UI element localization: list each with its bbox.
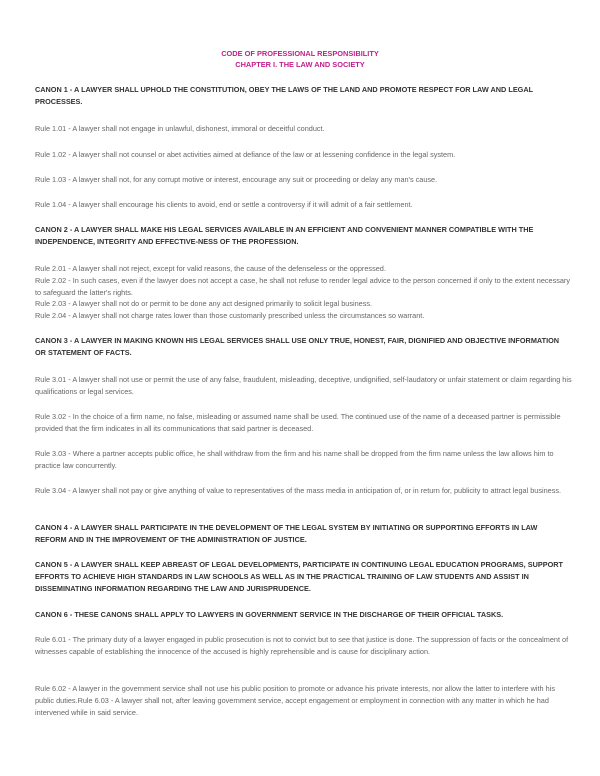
rule-3-04: Rule 3.04 - A lawyer shall not pay or give anything of value to representatives of the mass media in anticipation of, or in return for, publicity to attract legal business.	[35, 486, 562, 495]
rule-1-02: Rule 1.02 - A lawyer shall not counsel or abet activities aimed at defiance of the law or at lessening confidence in the legal system.	[35, 150, 456, 159]
rule-6-02: Rule 6.02 - A lawyer in the government service shall not use his public position to promote or advance his private interests, nor allow the latter to interfere with his public duties.Rule 6.03 - A lawyer shall not, after leaving government service, accept engagement or employment in connection with any matter in which he had intervened while in said service.	[35, 684, 555, 717]
rule-2-04: Rule 2.04 - A lawyer shall not charge rates lower than those customarily prescribed unless the circumstances so warrant.	[35, 311, 425, 320]
rule-1-04: Rule 1.04 - A lawyer shall encourage his clients to avoid, end or settle a controversy if it will admit of a fair settlement.	[35, 200, 413, 209]
rule-2-02: Rule 2.02 - In such cases, even if the lawyer does not accept a case, he shall not refuse to render legal advice to the person concerned if only to the extent necessary to safeguard the latter's rights.	[35, 276, 571, 297]
rule-1-03: Rule 1.03 - A lawyer shall not, for any corrupt motive or interest, encourage any suit or proceeding or delay any man's cause.	[35, 175, 438, 184]
chapter-title: CHAPTER I. THE LAW AND SOCIETY	[235, 60, 365, 69]
canon-5-heading: CANON 5 - A LAWYER SHALL KEEP ABREAST OF LEGAL DEVELOPMENTS, PARTICIPATE IN CONTINUING LEGAL EDUCATION PROGRAMS, SUPPORT EFFORTS TO ACHIEVE HIGH STANDARDS IN LAW SCHOOLS AS WELL AS IN THE PRACTICAL TRAINING OF LAW STUDENTS AND ASSIST IN DISSEMINATING INFORMATION REGARDING THE LAW AND JURISPRUDENCE.	[35, 560, 563, 593]
canon-6-heading: CANON 6 - THESE CANONS SHALL APPLY TO LAWYERS IN GOVERNMENT SERVICE IN THE DISCHARGE OF THEIR OFFICIAL TASKS.	[35, 610, 504, 619]
rule-2-01: Rule 2.01 - A lawyer shall not reject, except for valid reasons, the cause of the defenseless or the oppressed.	[35, 264, 386, 273]
document-title: CODE OF PROFESSIONAL RESPONSIBILITY	[221, 49, 379, 58]
canon-4-heading: CANON 4 - A LAWYER SHALL PARTICIPATE IN THE DEVELOPMENT OF THE LEGAL SYSTEM BY INITIATING OR SUPPORTING EFFORTS IN LAW REFORM AND IN THE IMPROVEMENT OF THE ADMINISTRATION OF JUSTICE.	[35, 523, 538, 544]
rule-1-01: Rule 1.01 - A lawyer shall not engage in unlawful, dishonest, immoral or deceitful conduct.	[35, 124, 325, 133]
canon-2-heading: CANON 2 - A LAWYER SHALL MAKE HIS LEGAL SERVICES AVAILABLE IN AN EFFICIENT AND CONVENIENT MANNER COMPATIBLE WITH THE INDEPENDENCE, INTEGRITY AND EFFECTIVE-NESS OF THE PROFESSION.	[35, 225, 534, 246]
rule-2-03: Rule 2.03 - A lawyer shall not do or permit to be done any act designed primarily to solicit legal business.	[35, 299, 373, 308]
rule-3-02: Rule 3.02 - In the choice of a firm name, no false, misleading or assumed name shall be used. The continued use of the name of a deceased partner is permissible provided that the firm indicates in all its communications that said partner is deceased.	[35, 412, 561, 433]
canon-1-heading: CANON 1 - A LAWYER SHALL UPHOLD THE CONSTITUTION, OBEY THE LAWS OF THE LAND AND PROMOTE RESPECT FOR LAW AND LEGAL PROCESSES.	[35, 85, 533, 106]
rule-6-01: Rule 6.01 - The primary duty of a lawyer engaged in public prosecution is not to convict but to see that justice is done. The suppression of facts or the concealment of witnesses capable of establishing the innocence of the accused is highly reprehensible and is cause for disciplinary action.	[35, 635, 569, 656]
canon-3-heading: CANON 3 - A LAWYER IN MAKING KNOWN HIS LEGAL SERVICES SHALL USE ONLY TRUE, HONEST, FAIR, DIGNIFIED AND OBJECTIVE INFORMATION OR STATEMENT OF FACTS.	[35, 336, 560, 357]
rule-3-03: Rule 3.03 - Where a partner accepts public office, he shall withdraw from the firm and his name shall be dropped from the firm name unless the law allows him to practice law concurrently.	[35, 449, 554, 470]
rule-3-01: Rule 3.01 - A lawyer shall not use or permit the use of any false, fraudulent, misleading, deceptive, undignified, self-laudatory or unfair statement or claim regarding his qualifications or legal services.	[35, 375, 572, 396]
